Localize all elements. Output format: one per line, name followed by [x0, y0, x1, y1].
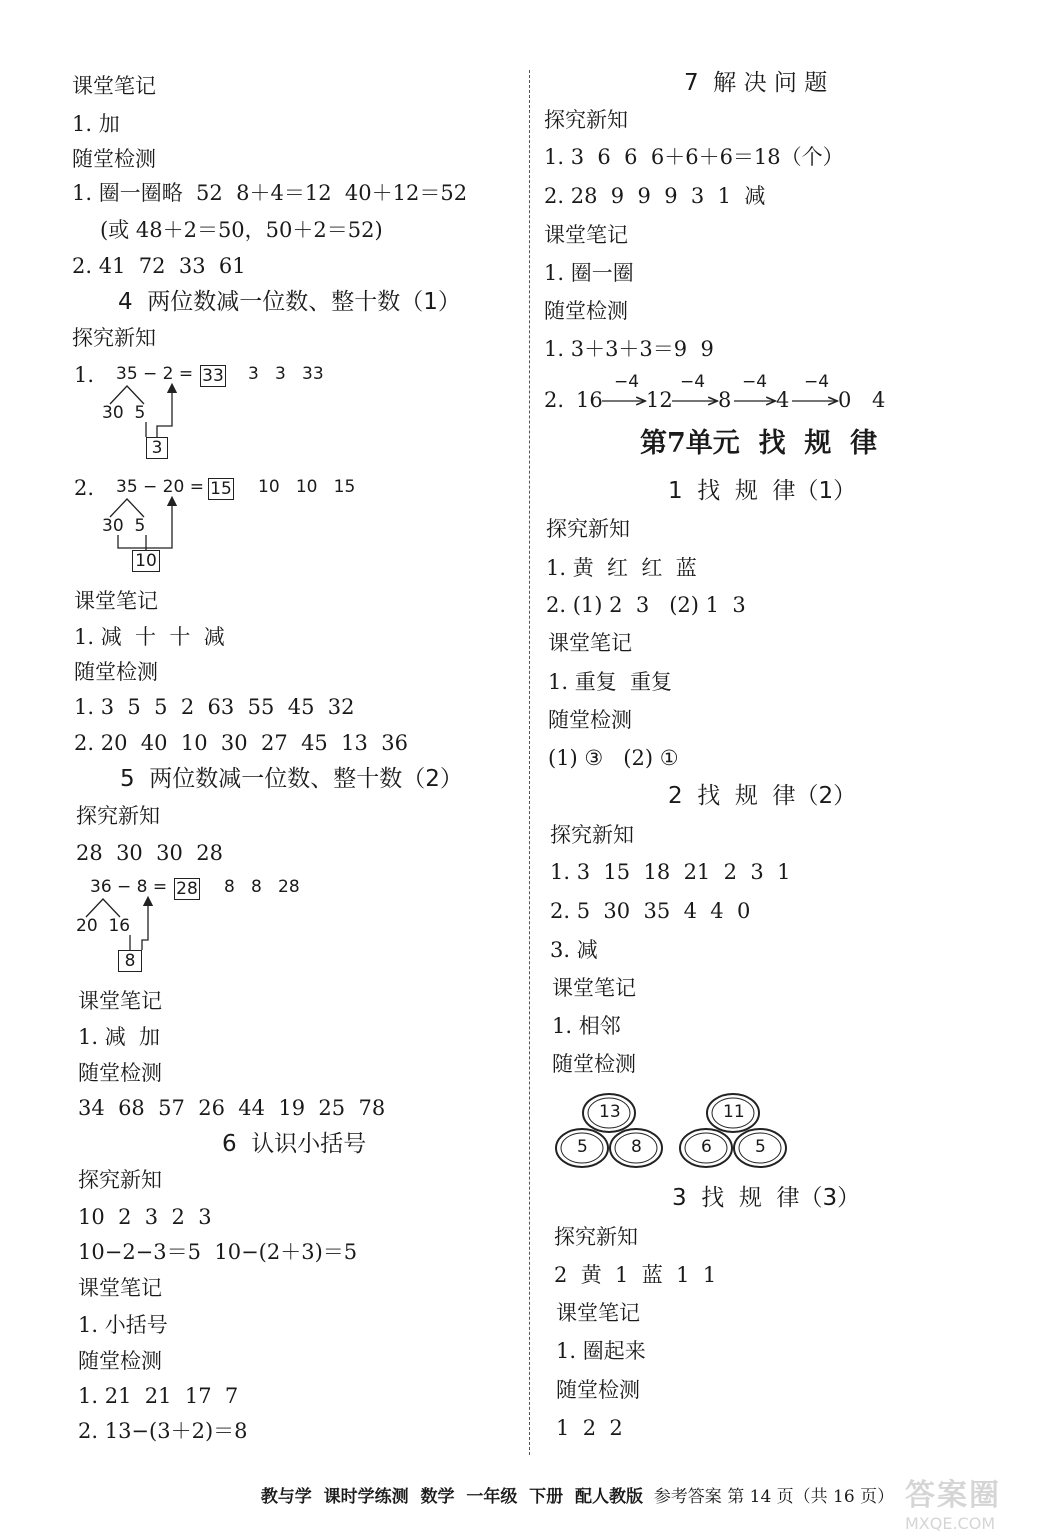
watermark-text: 答案圈	[905, 1478, 1001, 1513]
answer-box: 33	[200, 365, 226, 387]
answer-line: 28 30 30 28	[76, 841, 223, 865]
circle-number: 5	[577, 1137, 588, 1157]
chain-number: 4	[776, 388, 790, 412]
answer-line: 34 68 57 26 44 19 25 78	[78, 1096, 386, 1120]
answer-box: 3	[146, 437, 168, 459]
heading-explore: 探究新知	[546, 517, 630, 541]
section-title: 7 解 决 问 题	[684, 70, 828, 96]
answer-line: 10 2 3 2 3	[78, 1205, 212, 1229]
page-number: 第 14 页（共 16 页）	[727, 1487, 895, 1507]
answer-line: 2. 20 40 10 30 27 45 13 36	[74, 731, 408, 755]
chain-number: 0	[838, 388, 852, 412]
answer-box: 10	[132, 550, 160, 572]
heading-check: 随堂检测	[556, 1378, 640, 1402]
heading-notes: 课堂笔记	[556, 1301, 640, 1325]
answer-box: 28	[174, 878, 200, 900]
equation: 36 − 8 =	[90, 877, 168, 897]
answer-line: 2. 41 72 33 61	[72, 254, 246, 278]
question-number: 1.	[74, 363, 95, 387]
answer-line: 10−2−3＝5 10−(2＋3)＝5	[78, 1240, 358, 1264]
answer-line: 1. 圈一圈略 52 8＋4＝12 40＋12＝52	[72, 181, 468, 205]
question-number: 2.	[74, 476, 95, 500]
question-number: 2.	[544, 388, 565, 412]
heading-check: 随堂检测	[78, 1061, 162, 1085]
answer-line: 1. 黄 红 红 蓝	[546, 556, 697, 580]
answer-line: 2. (1) 2 3 (2) 1 3	[546, 593, 746, 617]
heading-explore: 探究新知	[78, 1168, 162, 1192]
heading-explore: 探究新知	[550, 823, 634, 847]
answer-line: 1. 减 加	[78, 1025, 161, 1049]
arrow-label: −4	[804, 372, 830, 392]
section-title: 5 两位数减一位数、整十数（2）	[120, 766, 463, 792]
circle-number: 11	[723, 1102, 745, 1122]
answer-line: 2. 13−(3＋2)＝8	[78, 1419, 248, 1443]
answer-line: 2 黄 1 蓝 1 1	[554, 1263, 717, 1287]
answer-line: 2. 28 9 9 9 3 1 减	[544, 184, 766, 208]
answer-line: 2. 5 30 35 4 4 0	[550, 899, 751, 923]
answer-line: 1. 圈起来	[556, 1339, 646, 1363]
heading-check: 随堂检测	[544, 299, 628, 323]
heading-check: 随堂检测	[548, 708, 632, 732]
heading-explore: 探究新知	[72, 326, 156, 350]
arrow-label: −4	[680, 372, 706, 392]
answer-line: 1. 小括号	[78, 1313, 168, 1337]
answer-line: 1. 21 21 17 7	[78, 1384, 239, 1408]
answer-line: 3. 减	[550, 938, 598, 962]
heading-check: 随堂检测	[552, 1052, 636, 1076]
answer-line: 3 3 33	[248, 364, 324, 384]
watermark-logo	[905, 1470, 1025, 1533]
answer-line: 1. 加	[72, 112, 120, 136]
decomposition: 30 5	[102, 516, 146, 536]
answer-line: 1. 3 6 6 6＋6＋6＝18（个）	[544, 145, 844, 169]
answer-line: 1. 3＋3＋3＝9 9	[544, 337, 714, 361]
circle-number: 8	[631, 1137, 642, 1157]
arrow-label: −4	[614, 372, 640, 392]
answer-line: 1. 减 十 十 减	[74, 625, 225, 649]
circle-number: 6	[701, 1137, 712, 1157]
heading-explore: 探究新知	[554, 1225, 638, 1249]
heading-explore: 探究新知	[544, 108, 628, 132]
answer-box: 8	[118, 950, 142, 972]
heading-check: 随堂检测	[72, 147, 156, 171]
equation: 35 − 2 =	[116, 364, 194, 384]
answer-line: 1. 重复 重复	[548, 670, 673, 694]
heading-notes: 课堂笔记	[552, 976, 636, 1000]
heading-notes: 课堂笔记	[72, 74, 156, 98]
answer-value: 4	[872, 388, 886, 412]
footer-series: 教与学 课时学练测 数学 一年级 下册 配人教版	[260, 1487, 643, 1507]
answer-line: 8 8 28	[224, 877, 300, 897]
answer-line: 1. 圈一圈	[544, 261, 634, 285]
answer-line: 1. 3 15 18 21 2 3 1	[550, 860, 791, 884]
section-title: 4 两位数减一位数、整十数（1）	[118, 289, 461, 315]
answer-box: 15	[208, 478, 234, 500]
answer-line: (1) ③ (2) ①	[548, 746, 679, 770]
chain-number: 12	[646, 388, 673, 412]
circle-number: 13	[599, 1102, 621, 1122]
chain-number: 16	[576, 388, 603, 412]
page-footer	[250, 1462, 894, 1507]
unit-title: 第7单元 找 规 律	[640, 428, 878, 459]
heading-check: 随堂检测	[74, 660, 158, 684]
heading-notes: 课堂笔记	[548, 631, 632, 655]
chain-number: 8	[718, 388, 732, 412]
heading-notes: 课堂笔记	[544, 223, 628, 247]
answer-line: 1. 相邻	[552, 1014, 621, 1038]
heading-notes: 课堂笔记	[78, 1276, 162, 1300]
arrow-label: −4	[742, 372, 768, 392]
heading-check: 随堂检测	[78, 1349, 162, 1373]
heading-notes: 课堂笔记	[74, 589, 158, 613]
equation: 35 − 20 =	[116, 477, 204, 497]
decomposition: 30 5	[102, 403, 146, 423]
answer-line: 1. 3 5 5 2 63 55 45 32	[74, 695, 355, 719]
watermark-url: MXQE.COM	[905, 1514, 996, 1533]
section-title: 3 找 规 律（3）	[672, 1185, 861, 1211]
section-title: 2 找 规 律（2）	[668, 783, 857, 809]
answer-line: 1 2 2	[556, 1416, 623, 1440]
decomposition: 20 16	[76, 916, 131, 936]
answer-line: (或 48＋2＝50，50＋2＝52)	[100, 218, 383, 242]
heading-notes: 课堂笔记	[78, 989, 162, 1013]
section-title: 6 认识小括号	[222, 1131, 367, 1157]
footer-answer: 参考答案	[653, 1487, 722, 1507]
answer-line: 10 10 15	[258, 477, 356, 497]
heading-explore: 探究新知	[76, 804, 160, 828]
circle-number: 5	[755, 1137, 766, 1157]
section-title: 1 找 规 律（1）	[668, 478, 857, 504]
